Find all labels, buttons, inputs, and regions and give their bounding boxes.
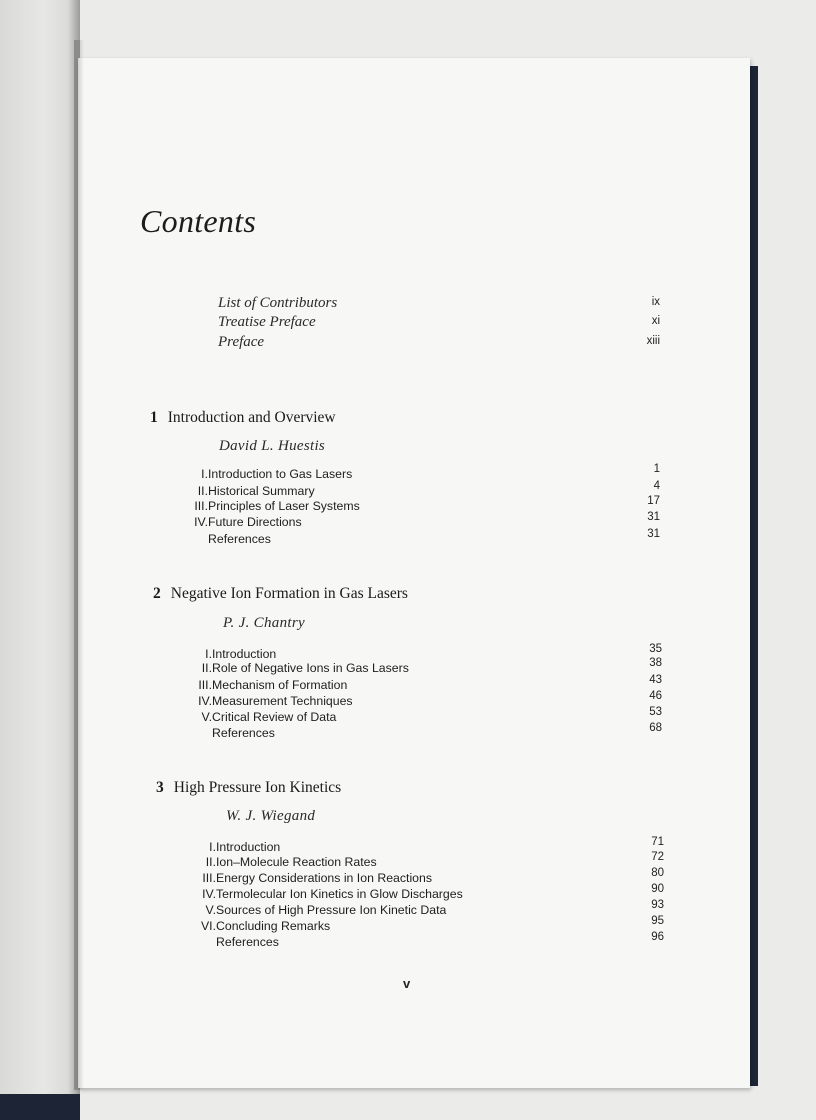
section-roman: II.	[205, 855, 216, 869]
page-number: v	[403, 976, 411, 991]
section-title: Introduction to Gas Lasers	[208, 467, 353, 481]
section-title: Role of Negative Ions in Gas Lasers	[212, 661, 409, 675]
section-title: Future Directions	[208, 515, 302, 529]
section-roman: IV.	[194, 515, 208, 529]
chapter-heading	[153, 585, 408, 603]
section-row	[178, 480, 660, 500]
front-matter-title: List of Contributors	[218, 295, 338, 311]
section-title: Mechanism of Formation	[212, 678, 348, 692]
section-title: Concluding Remarks	[216, 919, 331, 933]
section-row	[182, 674, 662, 694]
section-roman: IV.	[198, 694, 212, 708]
section-title: Ion–Molecule Reaction Rates	[216, 855, 377, 869]
section-row	[178, 495, 660, 515]
front-matter-item	[218, 295, 660, 315]
chapter-title: Introduction and Overview	[167, 409, 336, 426]
section-roman: VI.	[200, 919, 216, 933]
section-roman: III.	[202, 871, 216, 885]
section-page: 90	[651, 883, 664, 895]
section-roman: III.	[194, 499, 208, 513]
section-roman: II.	[197, 484, 208, 498]
chapter-number: 3	[156, 779, 164, 796]
front-matter-item	[218, 314, 660, 334]
section-row	[178, 511, 660, 531]
section-roman: I.	[201, 467, 208, 481]
section-page: 31	[647, 511, 660, 523]
section-title: References	[212, 726, 275, 740]
section-title: Sources of High Pressure Ion Kinetic Data	[216, 903, 447, 917]
section-row	[178, 463, 660, 483]
book-page	[78, 58, 750, 1088]
section-row	[182, 706, 662, 726]
section-title: Historical Summary	[208, 484, 315, 498]
section-row	[182, 657, 662, 677]
section-page: 72	[651, 851, 664, 863]
section-title: Introduction	[216, 840, 281, 854]
section-title: Critical Review of Data	[212, 710, 337, 724]
chapter-title: Negative Ion Formation in Gas Lasers	[170, 585, 408, 602]
section-roman: II.	[201, 661, 212, 675]
chapter-title: High Pressure Ion Kinetics	[173, 779, 342, 796]
front-matter-item	[218, 334, 660, 354]
section-page: 1	[653, 463, 660, 475]
section-roman: IV.	[202, 887, 216, 901]
section-page: 68	[649, 722, 662, 734]
section-roman: I.	[209, 840, 216, 854]
chapter-heading	[156, 779, 341, 797]
front-matter-page: ix	[651, 296, 660, 308]
section-roman: V.	[201, 710, 212, 724]
book-cover-corner	[0, 1094, 80, 1120]
front-matter-page: xi	[651, 315, 660, 327]
section-page: 35	[649, 643, 662, 655]
left-page-edge	[0, 0, 80, 1120]
section-row	[182, 722, 662, 742]
section-page: 38	[649, 657, 662, 669]
section-row	[186, 899, 664, 919]
section-row	[186, 836, 664, 856]
section-roman: V.	[205, 903, 216, 917]
section-page: 93	[651, 899, 664, 911]
section-page: 43	[649, 674, 662, 686]
section-title: References	[208, 532, 271, 546]
section-page: 17	[647, 495, 660, 507]
section-row	[186, 883, 664, 903]
section-page: 95	[651, 915, 664, 927]
chapter-author: P. J. Chantry	[223, 615, 305, 631]
section-row	[186, 931, 664, 951]
chapter-heading	[150, 409, 336, 427]
section-title: Energy Considerations in Ion Reactions	[216, 871, 433, 885]
chapter-number: 1	[150, 409, 158, 426]
section-row	[182, 690, 662, 710]
section-page: 53	[649, 706, 662, 718]
spine-shadow	[74, 40, 84, 1090]
section-row	[178, 528, 660, 548]
section-title: Measurement Techniques	[212, 694, 353, 708]
section-page: 31	[647, 528, 660, 540]
chapter-author: David L. Huestis	[219, 438, 326, 454]
chapter-author: W. J. Wiegand	[226, 808, 316, 824]
chapter-number: 2	[153, 585, 161, 602]
section-row	[186, 851, 664, 871]
page-title: Contents	[140, 203, 257, 239]
section-row	[186, 867, 664, 887]
section-title: Termolecular Ion Kinetics in Glow Discharges	[216, 887, 463, 901]
section-page: 71	[651, 836, 664, 848]
front-matter-title: Treatise Preface	[218, 314, 316, 330]
section-page: 46	[649, 690, 662, 702]
section-page: 96	[651, 931, 664, 943]
section-roman: III.	[198, 678, 212, 692]
section-title: References	[216, 935, 279, 949]
section-title: Principles of Laser Systems	[208, 499, 360, 513]
front-matter-title: Preface	[218, 334, 265, 350]
front-matter-page: xiii	[646, 335, 660, 347]
section-roman: I.	[205, 647, 212, 661]
section-page: 80	[651, 867, 664, 879]
section-page: 4	[653, 480, 660, 492]
section-title: Introduction	[212, 647, 277, 661]
section-row	[186, 915, 664, 935]
